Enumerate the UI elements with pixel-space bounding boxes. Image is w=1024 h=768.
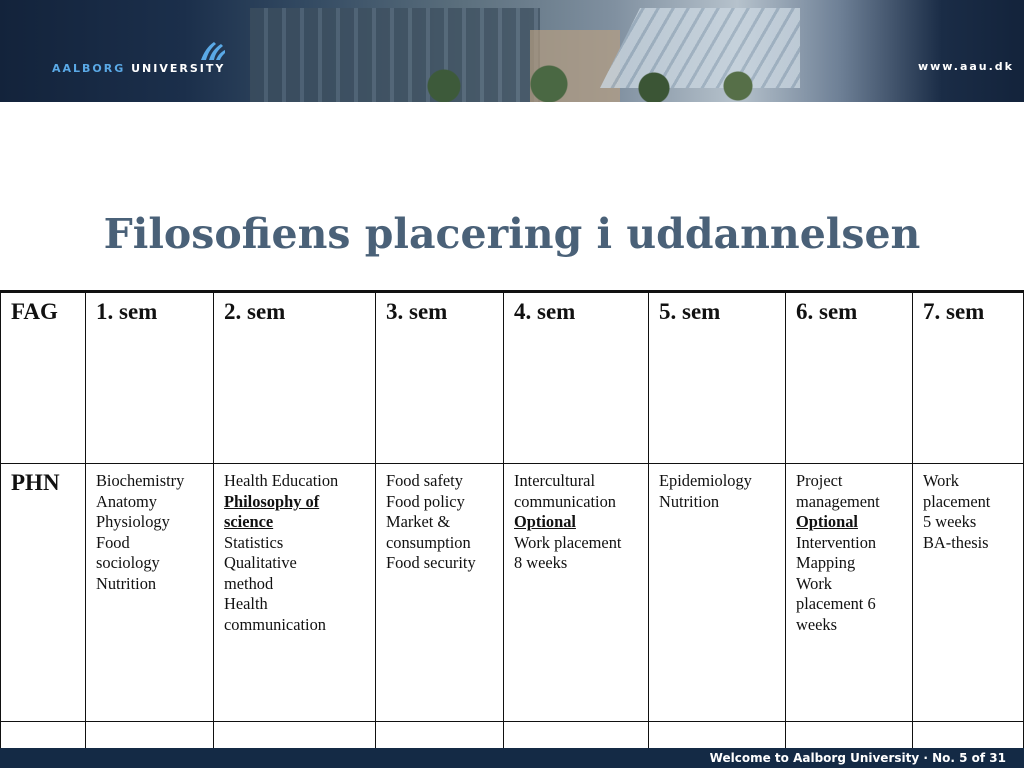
column-header: 1. sem: [86, 292, 214, 464]
course-line: Food policy: [386, 491, 465, 511]
banner-trees-photo: [360, 62, 780, 102]
course-line: method: [224, 573, 274, 593]
course-line: Intervention: [796, 532, 877, 552]
course-line: management: [796, 491, 880, 511]
course-line: communication: [514, 491, 616, 511]
empty-cell: [913, 722, 1024, 751]
course-line: Market &: [386, 512, 451, 531]
emphasized-course-line: Philosophy of: [224, 491, 320, 511]
course-line: Health: [224, 594, 268, 613]
emphasized-course-line: Optional: [514, 512, 576, 531]
semester-table: [0, 290, 1024, 751]
emphasized-course-line: Optional: [796, 512, 858, 531]
course-line: Biochemistry: [96, 471, 185, 490]
table-row-empty: [1, 722, 1024, 751]
course-line: placement: [923, 491, 991, 511]
column-header: 5. sem: [649, 292, 786, 464]
course-line: 8 weeks: [514, 553, 568, 572]
table-cell: [786, 464, 913, 722]
course-line: communication: [224, 614, 326, 634]
course-line: Food: [96, 532, 130, 552]
empty-cell: [214, 722, 376, 751]
empty-cell: [1, 722, 86, 751]
course-line: 5 weeks: [923, 512, 977, 531]
emphasized-course-line: science: [224, 512, 274, 531]
table-cell: [376, 464, 504, 722]
empty-cell: [86, 722, 214, 751]
course-line: Physiology: [96, 512, 170, 531]
empty-cell: [504, 722, 649, 751]
column-header: 2. sem: [214, 292, 376, 464]
aau-logo-icon: [198, 40, 226, 62]
course-line: Qualitative: [224, 553, 297, 572]
table-cell: [913, 464, 1024, 722]
column-header: 7. sem: [913, 292, 1024, 464]
course-line: Nutrition: [96, 573, 157, 593]
column-header: FAG: [1, 292, 86, 464]
header-banner: [0, 0, 1024, 102]
table-cell: [504, 464, 649, 722]
course-line: Health Education: [224, 471, 339, 490]
row-label-cell: PHN: [1, 464, 86, 722]
course-line: weeks: [796, 614, 837, 634]
table-cell: [649, 464, 786, 722]
course-line: consumption: [386, 532, 471, 552]
table-row: [1, 464, 1024, 722]
course-line: Epidemiology: [659, 471, 752, 490]
column-header: 3. sem: [376, 292, 504, 464]
empty-cell: [376, 722, 504, 751]
course-line: placement 6: [796, 594, 876, 613]
column-header: 6. sem: [786, 292, 913, 464]
course-line: Anatomy: [96, 491, 158, 511]
course-line: Work placement: [514, 532, 622, 552]
course-line: Mapping: [796, 553, 856, 572]
university-logo-text: AALBORG UNIVERSITY: [52, 62, 226, 75]
empty-cell: [786, 722, 913, 751]
table-header-row: [1, 292, 1024, 464]
course-line: Food safety: [386, 471, 463, 490]
website-url: www.aau.dk: [917, 60, 1014, 73]
empty-cell: [649, 722, 786, 751]
course-line: Statistics: [224, 532, 284, 552]
course-line: Work: [923, 471, 960, 490]
course-line: Work: [796, 573, 833, 593]
footer-text: Welcome to Aalborg University · No. 5 of 31: [709, 751, 1006, 765]
course-line: sociology: [96, 553, 160, 572]
footer-bar: [0, 748, 1024, 768]
course-line: Project: [796, 471, 843, 490]
table-cell: [214, 464, 376, 722]
slide-title: Filosofiens placering i uddannelsen: [103, 210, 921, 258]
course-line: Nutrition: [659, 491, 720, 511]
table-cell: [86, 464, 214, 722]
course-line: Intercultural: [514, 471, 596, 490]
course-line: Food security: [386, 553, 476, 572]
course-line: BA-thesis: [923, 532, 989, 552]
column-header: 4. sem: [504, 292, 649, 464]
